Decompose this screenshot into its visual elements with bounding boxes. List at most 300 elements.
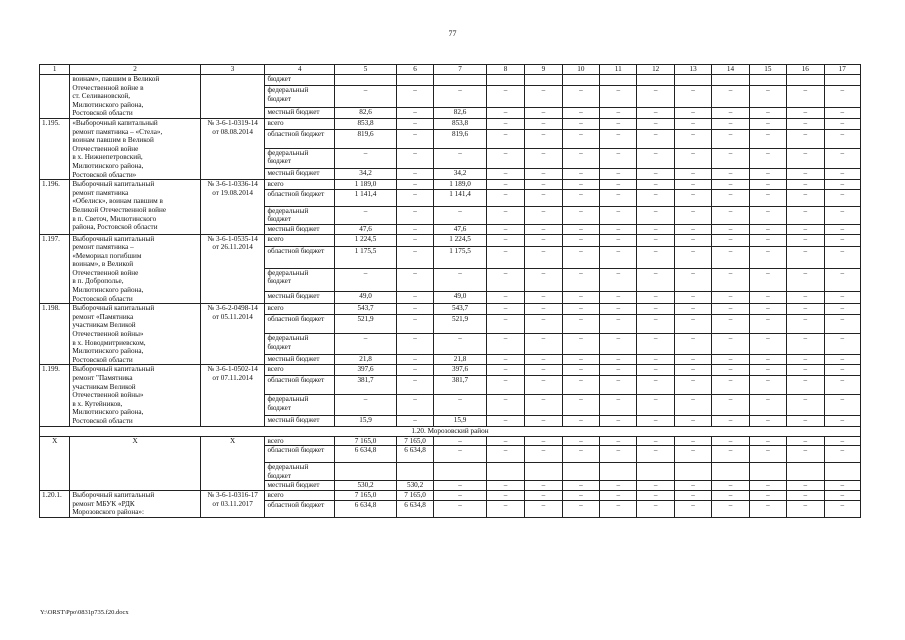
amount-cell-c11: –: [600, 334, 637, 354]
amount-cell-c12: –: [637, 206, 674, 224]
amount-cell-c15: –: [749, 365, 786, 376]
object-name-line: Ростовской области: [72, 294, 133, 303]
amount-cell-c9: [525, 463, 562, 481]
amount-cell-c8: –: [486, 436, 524, 446]
funding-source: всего: [265, 365, 335, 376]
object-name-line: Морозовского района»:: [72, 508, 144, 517]
amount-cell-c7: –: [434, 436, 487, 446]
amount-cell-c8: [486, 75, 524, 86]
amount-cell-c16: –: [787, 354, 824, 365]
amount-cell-c7: –: [434, 334, 487, 354]
amount-cell-c9: –: [525, 268, 562, 291]
amount-cell-c8: –: [486, 304, 524, 315]
amount-cell-c16: –: [787, 189, 824, 206]
amount-cell-c11: –: [600, 234, 637, 246]
amount-cell-c12: –: [637, 118, 674, 129]
amount-cell-c5: 6 634,8: [335, 446, 397, 463]
table-row: [40, 118, 861, 129]
object-name-line: Отечественной войне в: [72, 83, 144, 92]
file-path-footer: Y:\ORST\Ppo\0831p735.f20.docx: [40, 609, 129, 616]
amount-cell-c10: –: [562, 118, 599, 129]
amount-cell-c13: [674, 75, 711, 86]
amount-cell-c13: –: [674, 86, 711, 107]
amount-cell-c16: –: [787, 234, 824, 246]
amount-cell-c17: –: [824, 86, 861, 107]
amount-cell-c7: 853,8: [434, 118, 487, 129]
column-number: 3: [200, 65, 265, 75]
amount-cell-c15: –: [749, 415, 786, 426]
amount-cell-c5: 1 224,5: [335, 234, 397, 246]
document-reference-line: X: [230, 436, 236, 445]
column-number: 10: [562, 65, 599, 75]
amount-cell-c11: [600, 463, 637, 481]
amount-cell-c9: –: [525, 234, 562, 246]
amount-cell-c10: –: [562, 436, 599, 446]
amount-cell-c17: –: [824, 334, 861, 354]
amount-cell-c11: –: [600, 169, 637, 180]
amount-cell-c13: –: [674, 224, 711, 234]
amount-cell-c10: –: [562, 246, 599, 268]
amount-cell-c10: –: [562, 354, 599, 365]
amount-cell-c11: –: [600, 206, 637, 224]
amount-cell-c13: –: [674, 354, 711, 365]
amount-cell-c15: –: [749, 118, 786, 129]
item-number: 1.20.1.: [40, 490, 70, 517]
funding-source: федеральный бюджет: [265, 148, 335, 168]
amount-cell-c11: –: [600, 315, 637, 334]
column-number: 8: [486, 65, 524, 75]
page-number: 77: [448, 29, 457, 38]
amount-cell-c6: –: [396, 224, 433, 234]
amount-cell-c7: 34,2: [434, 169, 487, 180]
funding-source: бюджет: [265, 75, 335, 86]
amount-cell-c16: –: [787, 415, 824, 426]
funding-source: всего: [265, 118, 335, 129]
object-name-line: воинам», в Великой: [72, 260, 134, 269]
amount-cell-c5: 49,0: [335, 291, 397, 303]
document-reference-line: от 26.11.2014: [212, 243, 253, 252]
amount-cell-c16: –: [787, 376, 824, 395]
amount-cell-c11: –: [600, 395, 637, 415]
amount-cell-c5: –: [335, 334, 397, 354]
amount-cell-c17: –: [824, 148, 861, 168]
object-name-line: Выборочный капитальный: [72, 180, 155, 189]
amount-cell-c6: [396, 463, 433, 481]
amount-cell-c8: –: [486, 315, 524, 334]
amount-cell-c6: –: [396, 395, 433, 415]
amount-cell-c5: 7 165,0: [335, 490, 397, 500]
table-row: [40, 234, 861, 246]
amount-cell-c14: –: [712, 446, 749, 463]
amount-cell-c12: –: [637, 304, 674, 315]
amount-cell-c12: –: [637, 500, 674, 517]
amount-cell-c11: –: [600, 500, 637, 517]
amount-cell-c10: –: [562, 224, 599, 234]
amount-cell-c13: –: [674, 148, 711, 168]
amount-cell-c13: –: [674, 446, 711, 463]
amount-cell-c7: 15,9: [434, 415, 487, 426]
amount-cell-c6: –: [396, 268, 433, 291]
object-name-line: Отечественной войне: [72, 268, 139, 277]
amount-cell-c5: [335, 75, 397, 86]
amount-cell-c10: –: [562, 395, 599, 415]
object-name-line: района, Ростовской области: [72, 223, 158, 232]
amount-cell-c10: –: [562, 446, 599, 463]
funding-source: областной бюджет: [265, 246, 335, 268]
amount-cell-c8: –: [486, 334, 524, 354]
amount-cell-c12: –: [637, 365, 674, 376]
column-number-row: [40, 65, 861, 75]
column-number: 5: [335, 65, 397, 75]
amount-cell-c11: –: [600, 415, 637, 426]
amount-cell-c17: –: [824, 118, 861, 129]
document-reference: [200, 365, 265, 426]
amount-cell-c11: –: [600, 376, 637, 395]
amount-cell-c13: –: [674, 415, 711, 426]
item-number: 1.198.: [40, 304, 70, 365]
amount-cell-c5: 82,6: [335, 107, 397, 118]
amount-cell-c17: –: [824, 224, 861, 234]
amount-cell-c10: –: [562, 365, 599, 376]
amount-cell-c14: –: [712, 246, 749, 268]
amount-cell-c8: –: [486, 481, 524, 491]
amount-cell-c10: –: [562, 415, 599, 426]
object-name: [70, 75, 200, 119]
amount-cell-c15: –: [749, 234, 786, 246]
document-reference-line: от 07.11.2014: [212, 374, 253, 382]
object-name-line: участникам Великой: [72, 382, 136, 391]
column-number: 14: [712, 65, 749, 75]
amount-cell-c12: [637, 463, 674, 481]
amount-cell-c8: –: [486, 354, 524, 365]
document-reference: [200, 234, 265, 304]
amount-cell-c10: –: [562, 107, 599, 118]
object-name-line: «Мемориал погибшим: [72, 251, 142, 260]
amount-cell-c5: –: [335, 86, 397, 107]
amount-cell-c16: –: [787, 365, 824, 376]
amount-cell-c5: 819,6: [335, 129, 397, 148]
document-reference: [200, 304, 265, 365]
document-reference-line: № 3-6-1-0316-17: [207, 490, 258, 499]
amount-cell-c16: –: [787, 334, 824, 354]
amount-cell-c12: –: [637, 148, 674, 168]
amount-cell-c7: 49,0: [434, 291, 487, 303]
amount-cell-c7: 82,6: [434, 107, 487, 118]
amount-cell-c13: –: [674, 268, 711, 291]
amount-cell-c12: –: [637, 490, 674, 500]
amount-cell-c17: –: [824, 180, 861, 190]
amount-cell-c14: –: [712, 268, 749, 291]
amount-cell-c9: –: [525, 436, 562, 446]
amount-cell-c7: 1 189,0: [434, 180, 487, 190]
amount-cell-c7: 1 141,4: [434, 189, 487, 206]
amount-cell-c8: –: [486, 268, 524, 291]
item-number: [40, 75, 70, 119]
amount-cell-c9: [525, 75, 562, 86]
amount-cell-c15: –: [749, 224, 786, 234]
amount-cell-c8: –: [486, 376, 524, 395]
amount-cell-c17: –: [824, 189, 861, 206]
amount-cell-c8: –: [486, 500, 524, 517]
amount-cell-c14: –: [712, 395, 749, 415]
amount-cell-c17: –: [824, 291, 861, 303]
amount-cell-c12: –: [637, 180, 674, 190]
amount-cell-c13: –: [674, 206, 711, 224]
amount-cell-c14: –: [712, 148, 749, 168]
funding-source: местный бюджет: [265, 291, 335, 303]
table-row: [40, 180, 861, 190]
amount-cell-c12: –: [637, 436, 674, 446]
amount-cell-c10: –: [562, 180, 599, 190]
amount-cell-c10: [562, 75, 599, 86]
funding-source: местный бюджет: [265, 481, 335, 491]
amount-cell-c11: –: [600, 189, 637, 206]
object-name-line: в п. Доброполье,: [72, 277, 124, 286]
amount-cell-c15: –: [749, 291, 786, 303]
amount-cell-c15: [749, 75, 786, 86]
amount-cell-c5: 397,6: [335, 365, 397, 376]
funding-source: областной бюджет: [265, 129, 335, 148]
amount-cell-c11: –: [600, 365, 637, 376]
amount-cell-c16: –: [787, 206, 824, 224]
amount-cell-c11: –: [600, 129, 637, 148]
amount-cell-c6: 7 165,0: [396, 436, 433, 446]
amount-cell-c9: –: [525, 490, 562, 500]
amount-cell-c17: –: [824, 268, 861, 291]
amount-cell-c13: –: [674, 189, 711, 206]
amount-cell-c7: 21,8: [434, 354, 487, 365]
funding-source: местный бюджет: [265, 354, 335, 365]
amount-cell-c13: –: [674, 169, 711, 180]
column-number: 15: [749, 65, 786, 75]
amount-cell-c17: –: [824, 395, 861, 415]
object-name-line: ремонт МБУК «РДК: [72, 499, 135, 508]
amount-cell-c9: –: [525, 224, 562, 234]
amount-cell-c9: –: [525, 446, 562, 463]
amount-cell-c5: 1 189,0: [335, 180, 397, 190]
amount-cell-c8: –: [486, 246, 524, 268]
amount-cell-c16: –: [787, 395, 824, 415]
amount-cell-c11: –: [600, 291, 637, 303]
amount-cell-c14: –: [712, 180, 749, 190]
amount-cell-c11: –: [600, 148, 637, 168]
amount-cell-c6: –: [396, 118, 433, 129]
amount-cell-c12: –: [637, 224, 674, 234]
object-name: [70, 234, 200, 304]
amount-cell-c15: –: [749, 246, 786, 268]
amount-cell-c8: –: [486, 234, 524, 246]
document-reference: [200, 180, 265, 234]
amount-cell-c12: –: [637, 129, 674, 148]
amount-cell-c13: –: [674, 395, 711, 415]
column-number: 12: [637, 65, 674, 75]
amount-cell-c16: –: [787, 86, 824, 107]
amount-cell-c17: –: [824, 315, 861, 334]
amount-cell-c17: –: [824, 129, 861, 148]
section-heading: 1.20. Морозовский район: [40, 426, 861, 436]
object-name-line: Выборочный капитальный: [72, 304, 155, 313]
amount-cell-c7: –: [434, 481, 487, 491]
object-name-line: Отечественной войны»: [72, 330, 144, 339]
amount-cell-c6: –: [396, 376, 433, 395]
amount-cell-c6: 6 634,8: [396, 500, 433, 517]
amount-cell-c10: –: [562, 334, 599, 354]
amount-cell-c14: –: [712, 304, 749, 315]
amount-cell-c15: –: [749, 86, 786, 107]
amount-cell-c15: –: [749, 500, 786, 517]
amount-cell-c16: –: [787, 446, 824, 463]
funding-source: областной бюджет: [265, 189, 335, 206]
amount-cell-c17: –: [824, 246, 861, 268]
amount-cell-c9: –: [525, 395, 562, 415]
amount-cell-c13: –: [674, 180, 711, 190]
amount-cell-c7: 819,6: [434, 129, 487, 148]
amount-cell-c10: –: [562, 148, 599, 168]
amount-cell-c13: –: [674, 376, 711, 395]
funding-source: областной бюджет: [265, 376, 335, 395]
amount-cell-c12: –: [637, 107, 674, 118]
amount-cell-c14: –: [712, 354, 749, 365]
item-number: 1.195.: [40, 118, 70, 179]
amount-cell-c6: –: [396, 234, 433, 246]
document-reference-line: № 3-6-1-0336-14: [207, 180, 258, 189]
amount-cell-c12: –: [637, 481, 674, 491]
item-number: 1.197.: [40, 234, 70, 304]
amount-cell-c8: [486, 463, 524, 481]
amount-cell-c12: –: [637, 246, 674, 268]
amount-cell-c10: –: [562, 268, 599, 291]
funding-source: местный бюджет: [265, 415, 335, 426]
amount-cell-c13: –: [674, 107, 711, 118]
amount-cell-c15: –: [749, 129, 786, 148]
amount-cell-c9: –: [525, 304, 562, 315]
table-row: [40, 436, 861, 446]
amount-cell-c8: –: [486, 169, 524, 180]
column-number: 17: [824, 65, 861, 75]
amount-cell-c13: –: [674, 234, 711, 246]
budget-table: [39, 64, 861, 518]
amount-cell-c14: –: [712, 107, 749, 118]
amount-cell-c15: –: [749, 107, 786, 118]
amount-cell-c7: 397,6: [434, 365, 487, 376]
amount-cell-c8: –: [486, 86, 524, 107]
object-name-line: Выборочный капитальный: [72, 234, 155, 243]
amount-cell-c12: –: [637, 169, 674, 180]
amount-cell-c16: –: [787, 436, 824, 446]
object-name-line: Милютинского района,: [72, 347, 144, 356]
amount-cell-c16: –: [787, 224, 824, 234]
amount-cell-c16: –: [787, 107, 824, 118]
document-reference-line: № 3-6-2-0498-14: [207, 304, 258, 313]
amount-cell-c9: –: [525, 354, 562, 365]
amount-cell-c9: –: [525, 334, 562, 354]
item-number: 1.196.: [40, 180, 70, 234]
document-reference-line: № 3-6-1-0535-14: [207, 234, 258, 243]
amount-cell-c8: –: [486, 490, 524, 500]
amount-cell-c9: –: [525, 189, 562, 206]
object-name-line: ремонт памятника: [72, 188, 129, 197]
amount-cell-c14: –: [712, 234, 749, 246]
amount-cell-c17: –: [824, 415, 861, 426]
amount-cell-c9: –: [525, 481, 562, 491]
object-name-line: Великой Отечественной войне: [72, 205, 167, 214]
object-name-line: Выборочный капитальный: [72, 365, 155, 374]
object-name-line: ремонт памятника –: [72, 243, 134, 252]
amount-cell-c15: –: [749, 148, 786, 168]
object-name-line: Отечественной войны»: [72, 391, 144, 400]
amount-cell-c12: –: [637, 334, 674, 354]
amount-cell-c8: –: [486, 291, 524, 303]
funding-source: местный бюджет: [265, 169, 335, 180]
column-number: 4: [265, 65, 335, 75]
amount-cell-c14: –: [712, 481, 749, 491]
amount-cell-c7: 47,6: [434, 224, 487, 234]
amount-cell-c8: –: [486, 206, 524, 224]
amount-cell-c12: –: [637, 376, 674, 395]
object-name-line: в х. Нижнепетровский,: [72, 153, 143, 162]
amount-cell-c10: –: [562, 490, 599, 500]
object-name: [70, 180, 200, 234]
funding-source: областной бюджет: [265, 500, 335, 517]
amount-cell-c10: –: [562, 304, 599, 315]
funding-source: всего: [265, 234, 335, 246]
amount-cell-c13: –: [674, 436, 711, 446]
amount-cell-c17: –: [824, 304, 861, 315]
amount-cell-c10: –: [562, 206, 599, 224]
amount-cell-c9: –: [525, 206, 562, 224]
amount-cell-c15: [749, 463, 786, 481]
amount-cell-c15: –: [749, 395, 786, 415]
amount-cell-c5: 15,9: [335, 415, 397, 426]
amount-cell-c8: –: [486, 180, 524, 190]
amount-cell-c11: –: [600, 436, 637, 446]
amount-cell-c14: –: [712, 500, 749, 517]
object-name-line: ремонт «Памятника: [72, 312, 134, 321]
funding-source: федеральный бюджет: [265, 206, 335, 224]
amount-cell-c17: –: [824, 365, 861, 376]
amount-cell-c12: –: [637, 234, 674, 246]
amount-cell-c12: [637, 75, 674, 86]
document-reference: [200, 75, 265, 119]
amount-cell-c5: –: [335, 206, 397, 224]
amount-cell-c16: –: [787, 500, 824, 517]
amount-cell-c12: –: [637, 354, 674, 365]
amount-cell-c6: –: [396, 86, 433, 107]
amount-cell-c7: –: [434, 148, 487, 168]
column-number: 7: [434, 65, 487, 75]
amount-cell-c16: –: [787, 268, 824, 291]
amount-cell-c7: 1 224,5: [434, 234, 487, 246]
amount-cell-c5: 47,6: [335, 224, 397, 234]
document-reference-line: № 3-6-1-0319-14: [207, 118, 258, 127]
object-name: [70, 490, 200, 517]
amount-cell-c13: –: [674, 118, 711, 129]
amount-cell-c11: –: [600, 268, 637, 291]
amount-cell-c10: –: [562, 500, 599, 517]
amount-cell-c5: –: [335, 395, 397, 415]
amount-cell-c13: –: [674, 291, 711, 303]
amount-cell-c6: –: [396, 291, 433, 303]
column-number: 2: [70, 65, 200, 75]
object-name-line: Милютинского района,: [72, 286, 144, 295]
object-name: [70, 118, 200, 179]
amount-cell-c11: –: [600, 86, 637, 107]
amount-cell-c8: –: [486, 148, 524, 168]
table-row: [40, 75, 861, 86]
amount-cell-c16: –: [787, 315, 824, 334]
amount-cell-c11: –: [600, 354, 637, 365]
document-reference: [200, 118, 265, 179]
